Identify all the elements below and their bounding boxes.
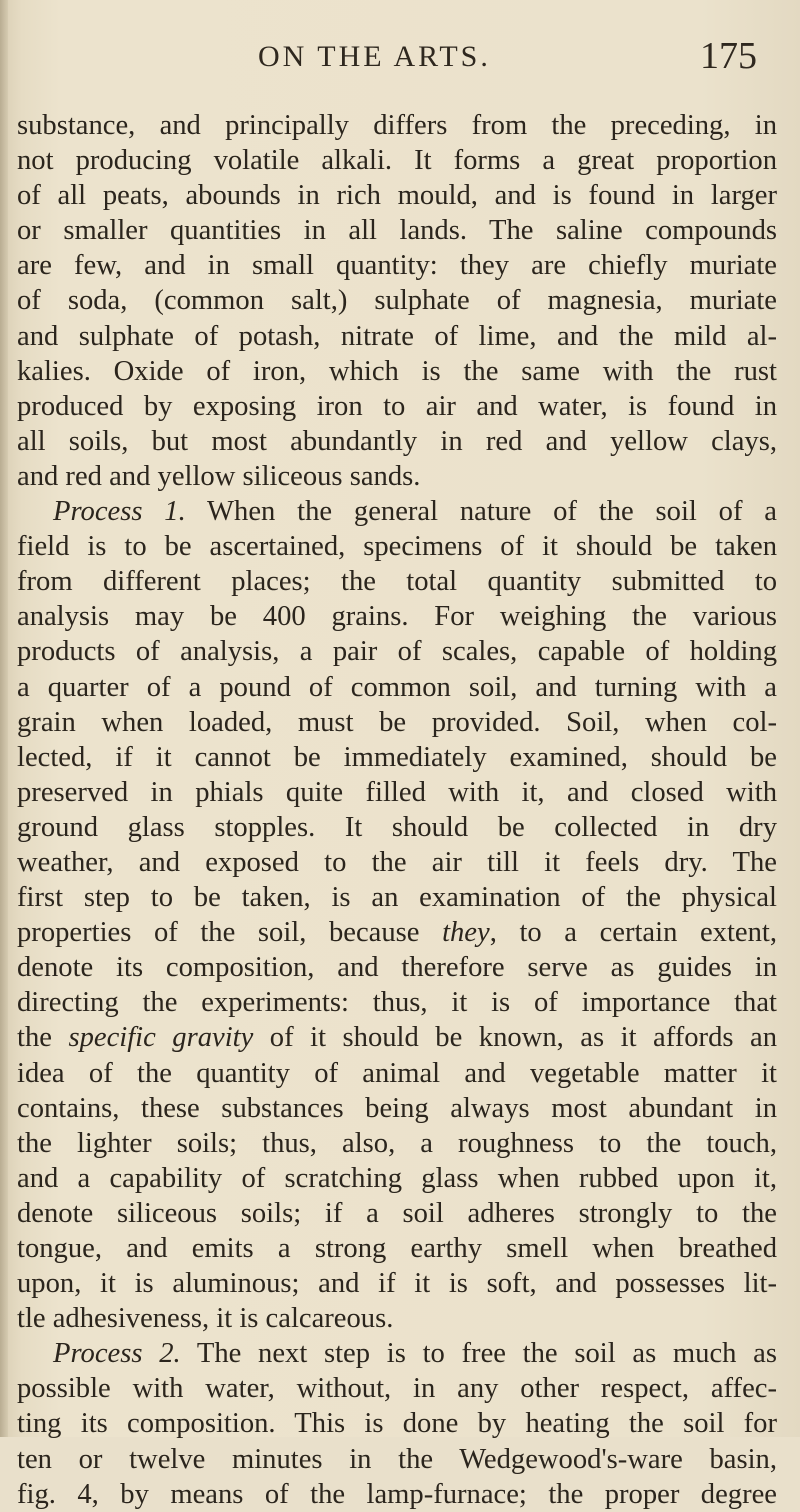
text-line: preserved in phials quite filled with it, and closed with <box>17 776 777 808</box>
text-line: a quarter of a pound of common soil, and turning with a <box>17 671 777 703</box>
page-header <box>0 35 800 90</box>
text-line: or smaller quantities in all lands. The saline compounds <box>17 215 777 247</box>
running-head: ON THE ARTS. <box>258 40 491 73</box>
text-line: from different places; the total quantity submitted to <box>17 566 777 598</box>
text-line: and sulphate of potash, nitrate of lime, and the mild al- <box>17 320 777 352</box>
text-line: of soda, (common salt,) sulphate of magnesia, muriate <box>17 285 777 317</box>
text-line: grain when loaded, must be provided. Soil, when col- <box>17 706 777 738</box>
text-line: denote its composition, and therefore serve as guides in <box>17 952 777 984</box>
text-line: products of analysis, a pair of scales, capable of holding <box>17 636 777 668</box>
text-line: Process 2. The next step is to free the soil as much as <box>53 1338 777 1370</box>
italic-text: specific gravity <box>68 1022 254 1054</box>
text-line: kalies. Oxide of iron, which is the same with the rust <box>17 355 777 387</box>
page-edge-shadow <box>0 0 8 1437</box>
page-number: 175 <box>700 35 757 77</box>
text-line: idea of the quantity of animal and vegetable matter it <box>17 1057 777 1089</box>
text-line: analysis may be 400 grains. For weighing the various <box>17 601 777 633</box>
text-line: of all peats, abounds in rich mould, and is found in larger <box>17 180 777 212</box>
text-line: weather, and exposed to the air till it feels dry. The <box>17 846 777 878</box>
italic-text: Process 1. <box>53 496 186 528</box>
text-line: directing the experiments: thus, it is of importance that <box>17 987 777 1019</box>
text-line: not producing volatile alkali. It forms a great proportion <box>17 145 777 177</box>
text-line: tle adhesiveness, it is calcareous. <box>17 1303 394 1335</box>
text-line: produced by exposing iron to air and water, is found in <box>17 390 777 422</box>
text-line: substance, and principally differs from the preceding, in <box>17 110 777 141</box>
text-line: field is to be ascertained, specimens of it should be taken <box>17 531 777 563</box>
text-line: the lighter soils; thus, also, a roughness to the touch, <box>17 1127 777 1159</box>
text-line: first step to be taken, is an examination of the physical <box>17 882 777 914</box>
text-line: properties of the soil, because they, to a certain extent, <box>17 917 777 949</box>
text-line: denote siliceous soils; if a soil adheres strongly to the <box>17 1197 777 1229</box>
text-line: contains, these substances being always most abundant in <box>17 1092 777 1124</box>
text-line: tongue, and emits a strong earthy smell when breathed <box>17 1233 777 1264</box>
body-text <box>17 108 777 1512</box>
text-line: possible with water, without, in any other respect, affec- <box>17 1373 777 1405</box>
text-line: ting its composition. This is done by heating the soil for <box>17 1408 777 1440</box>
italic-text: Process 2. <box>53 1338 181 1370</box>
text-line: Process 1. When the general nature of the soil of a <box>53 496 778 528</box>
italic-text: they <box>442 917 490 949</box>
text-line: all soils, but most abundantly in red and yellow clays, <box>17 425 777 457</box>
text-line: are few, and in small quantity: they are chiefly muriate <box>17 250 777 282</box>
text-line: upon, it is aluminous; and if it is soft, and possesses lit- <box>17 1268 777 1300</box>
text-line: fig. 4, by means of the lamp-furnace; the proper degree <box>17 1478 777 1510</box>
text-line: ten or twelve minutes in the Wedgewood's-ware basin, <box>17 1443 777 1475</box>
text-line: the specific gravity of it should be known, as it affords an <box>17 1022 777 1054</box>
text-line: and red and yellow siliceous sands. <box>17 460 421 492</box>
text-line: ground glass stopples. It should be collected in dry <box>17 811 777 843</box>
text-line: and a capability of scratching glass when rubbed upon it, <box>17 1162 777 1194</box>
text-line: lected, if it cannot be immediately examined, should be <box>17 741 777 773</box>
